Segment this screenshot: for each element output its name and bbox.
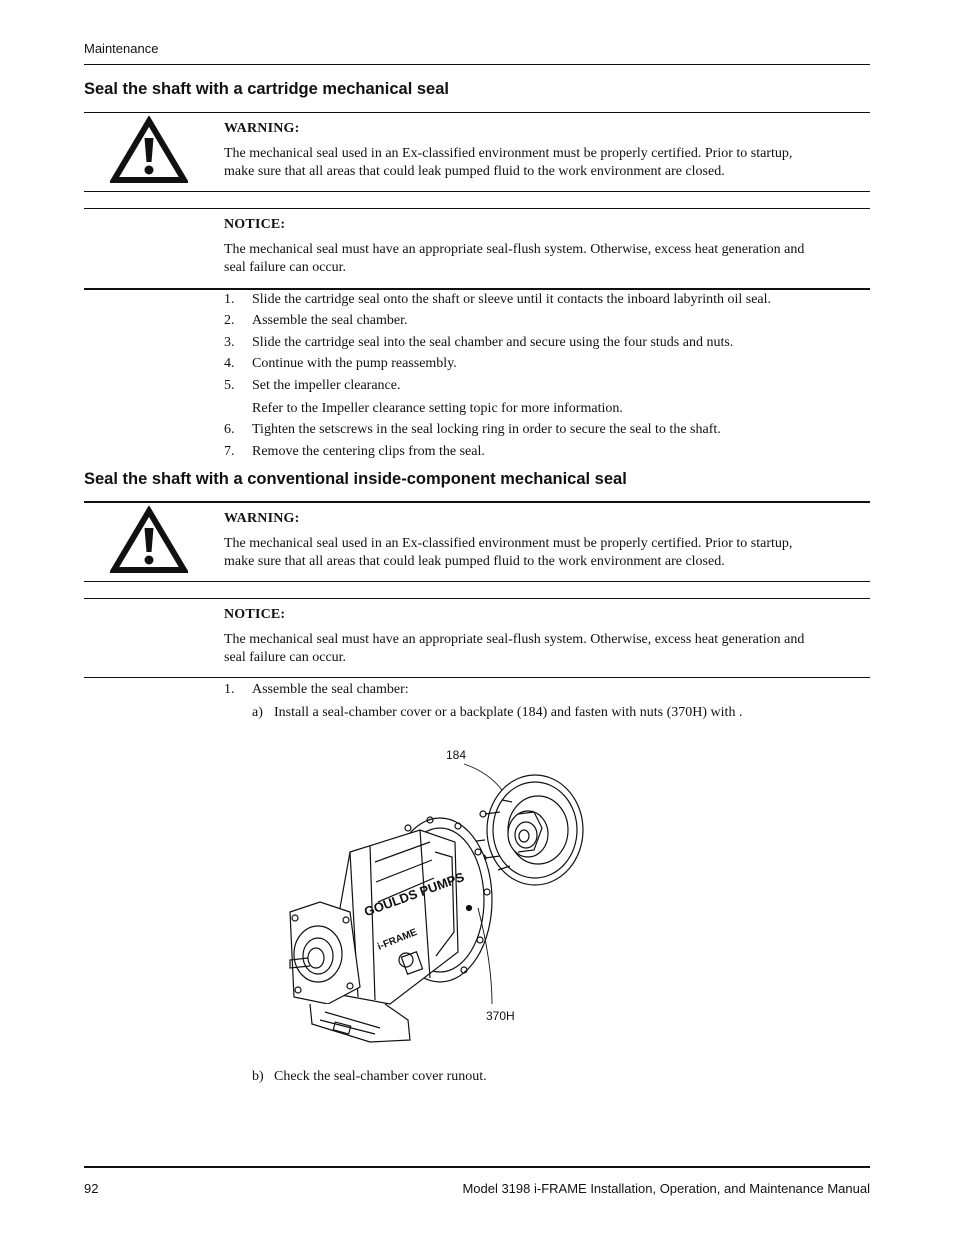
frame-text: i-FRAME [376, 926, 419, 953]
section-title-cartridge: Seal the shaft with a cartridge mechanical seal [84, 80, 449, 98]
header-rule [84, 64, 870, 65]
warning-top-rule [84, 112, 870, 113]
warning-top-rule [84, 501, 870, 503]
warning-text: The mechanical seal used in an Ex-classified environment must be properly certified. Prior to startup, make sure that all areas that could leak pumped fluid to the work environment are closed. [224, 536, 793, 569]
step-1: 1. Slide the cartridge seal onto the shaft or sleeve until it contacts the inboard labyrinth oil seal. [224, 292, 772, 307]
step-4: 4. Continue with the pump reassembly. [224, 356, 457, 371]
notice-bottom-rule [84, 677, 870, 678]
warning-triangle-icon [110, 506, 188, 574]
logo-text: GOULDS PUMPS [361, 869, 467, 920]
notice-top-rule [84, 598, 870, 599]
step-5: 5. Set the impeller clearance. [224, 378, 401, 393]
substep-b: b) Check the seal-chamber cover runout. [252, 1069, 487, 1084]
substep-a: a) Install a seal-chamber cover or a backplate (184) and fasten with nuts (370H) with . [252, 705, 743, 720]
notice-text: The mechanical seal must have an appropriate seal-flush system. Otherwise, excess heat generation and seal failure can occur. [224, 242, 805, 275]
section-title-conventional: Seal the shaft with a conventional inside-component mechanical seal [84, 470, 627, 488]
manual-title: Model 3198 i-FRAME Installation, Operation, and Maintenance Manual [462, 1181, 870, 1196]
step-6: 6. Tighten the setscrews in the seal locking ring in order to secure the seal to the shaft. [224, 422, 721, 437]
warning-label: WARNING: [224, 121, 300, 136]
warning-text: The mechanical seal used in an Ex-classified environment must be properly certified. Prior to startup, make sure that all areas that could leak pumped fluid to the work environment are closed. [224, 146, 793, 179]
step-3: 3. Slide the cartridge seal into the seal chamber and secure using the four studs and nuts. [224, 335, 734, 350]
step-7: 7. Remove the centering clips from the seal. [224, 444, 485, 459]
page-number: 92 [84, 1181, 99, 1196]
notice-top-rule [84, 208, 870, 209]
notice-bottom-rule [84, 288, 870, 290]
notice-text: The mechanical seal must have an appropriate seal-flush system. Otherwise, excess heat generation and seal failure can occur. [224, 632, 805, 665]
notice-label: NOTICE: [224, 217, 286, 232]
warning-label: WARNING: [224, 511, 300, 526]
step-5-note: Refer to the Impeller clearance setting topic for more information. [252, 401, 623, 416]
step-1: 1. Assemble the seal chamber: [224, 682, 409, 697]
warning-triangle-icon [110, 116, 188, 184]
callout-370h: 370H [486, 1009, 515, 1023]
running-head: Maintenance [84, 41, 159, 56]
warning-bottom-rule [84, 191, 870, 192]
warning-bottom-rule [84, 581, 870, 582]
footer-rule [84, 1166, 870, 1168]
step-2: 2. Assemble the seal chamber. [224, 313, 408, 328]
notice-label: NOTICE: [224, 607, 286, 622]
pump-assembly-figure [280, 742, 600, 1052]
callout-184: 184 [446, 748, 467, 762]
